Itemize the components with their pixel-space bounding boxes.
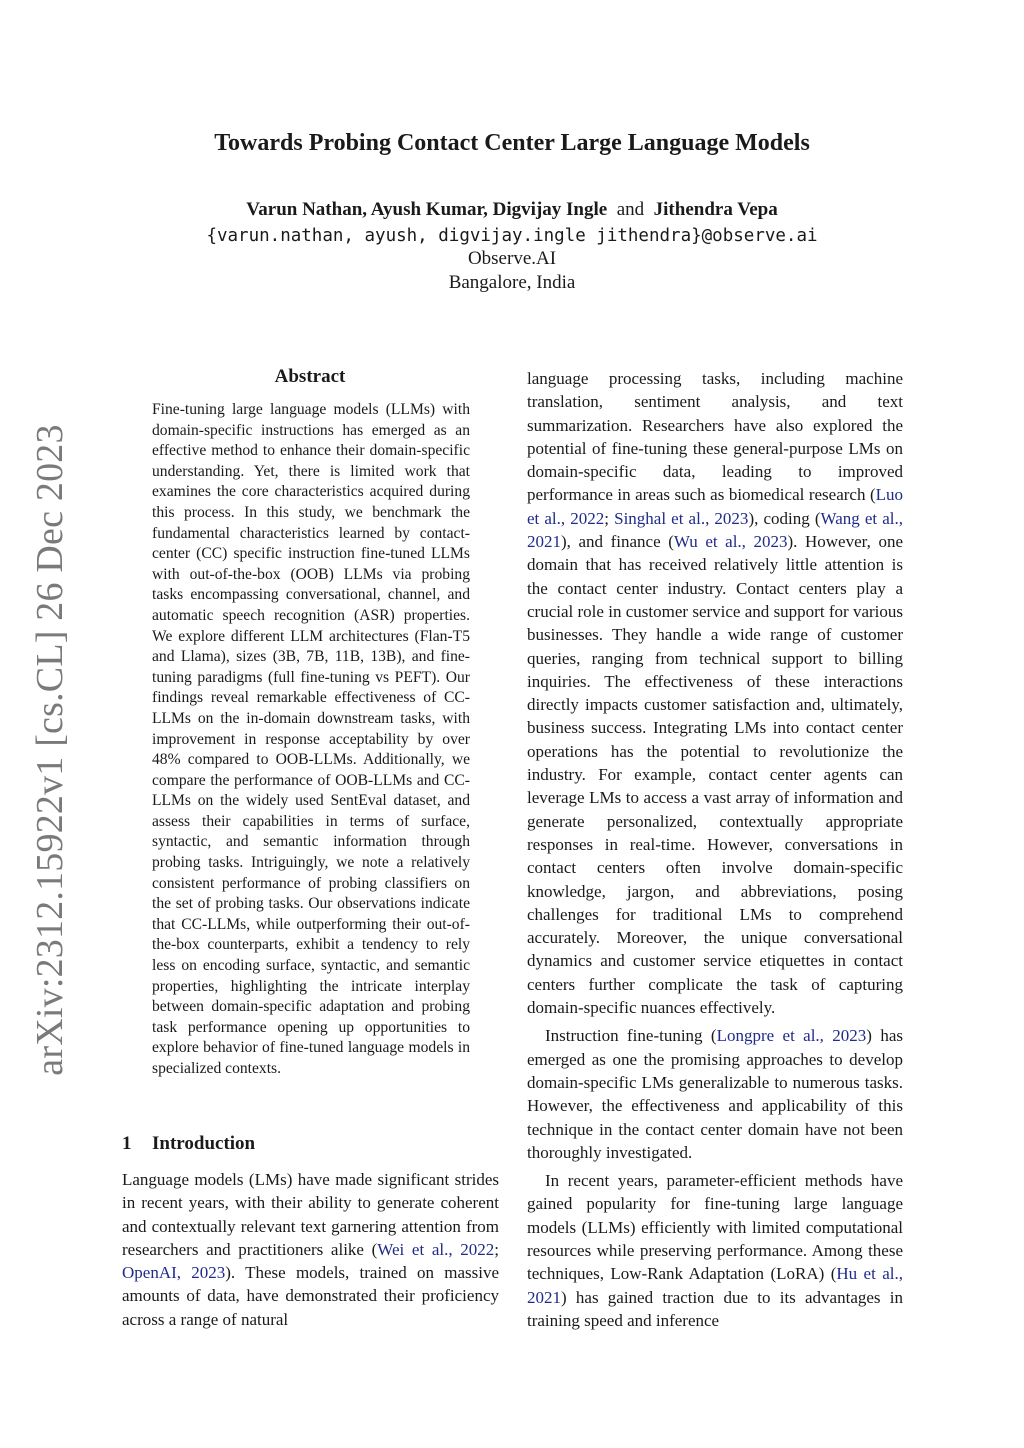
text-run: In recent years, parameter-efficient methods have gained popularity for fine-tuning large language models (LLMs) efficiently with limited computational resources while preserving performance. Among these techniques, Low-Rank Adaptation (LoRA) ( [527,1171,903,1284]
citation-link[interactable]: Wang et al., 2021 [527,508,904,552]
text-run: Language models (LMs) have made significant strides in recent years, with their ability to generate coherent and contextually relevant text garnering attention from researchers and practitioners alike ( [122,1170,499,1259]
abstract-body: Fine-tuning large language models (LLMs) with domain-specific instructions has emerged as an effective method to enhance their domain-specific understanding. Yet, there is limited work that examines the core characteristics acquired during this process. In this study, we benchmark the fundamental characteristics learned by contact-center (CC) specific instruction fine-tuned LLMs with out-of-the-box (OOB) LLMs via probing tasks encompassing conversational, channel, and automatic speech recognition (ASR) properties. We explore different LLM architectures (Flan-T5 and Llama), sizes (3B, 7B, 11B, 13B), and fine-tuning paradigms (full fine-tuning vs PEFT). Our findings reveal remarkable effectiveness of CC-LLMs on the in-domain downstream tasks, with improvement in response acceptability by over 48% compared to OOB-LLMs. Additionally, we compare the performance of OOB-LLMs and CC-LLMs on the widely used SentEval dataset, and assess their capabilities in terms of surface, syntactic, and semantic information through probing tasks. Intriguingly, we note a relatively consistent performance of probing classifiers on the set of probing tasks. Our observations indicate that CC-LLMs, while outperforming their out-of-the-box counterparts, exhibit a tendency to rely less on encoding surface, syntactic, and semantic properties, highlighting the intricate interplay between domain-specific adaptation and probing task performance opening up opportunities to explore behavior of fine-tuned language models in specialized contexts. [152,401,470,1077]
citation-link[interactable]: Wei et al., 2022 [377,1239,495,1259]
text-run: ). However, one domain that has received relatively little attention is the contact center industry. Contact centers play a crucial role in customer service and support for various businesses. They handle a wide range of customer queries, ranging from technical support to billing inquiries. The effectiveness of these interactions directly impacts customer satisfaction and, ultimately, business success. Integrating LMs into contact center operations has the potential to revolutionize the industry. For example, contact center agents can leverage LMs to access a vast array of information and generate personalized, contextually appropriate responses in real-time. However, conversations in contact centers often involve domain-specific knowledge, jargon, and abbreviations, posing challenges for traditional LMs to comprehend accurately. Moreover, the unique conversational dynamics and customer service etiquettes in contact centers further complicate the task of capturing domain-specific nuances effectively. [527,532,903,1018]
right-column [527,367,903,1332]
text-run: ) has gained traction due to its advantages in training speed and inference [527,1287,903,1330]
author-conjunction: and [616,199,645,220]
citation-link[interactable]: OpenAI, 2023 [122,1263,226,1283]
abstract-heading: Abstract [274,366,346,387]
intro-paragraph-1 [122,1168,499,1331]
paper-title: Towards Probing Contact Center Large Language Models [214,130,810,156]
author-last: Jithendra Vepa [653,199,778,220]
intro-paragraph-3 [527,1169,903,1332]
arxiv-identifier-text: arXiv:2312.15922v1 [cs.CL] 26 Dec 2023 [29,424,71,1076]
author-list [0,199,1024,221]
text-run: ), coding ( [748,508,821,528]
text-run: ; [604,508,615,528]
author-emails: {varun.nathan, ayush, digvijay.ingle jithendra}@observe.ai [206,226,818,246]
text-run: ) has emerged as one the promising approaches to develop domain-specific LMs generalizable to numerous tasks. However, the effectiveness and applicability of this technique in the contact center domain have not been thoroughly investigated. [527,1026,903,1162]
citation-link[interactable]: Luo et al., 2022 [527,485,903,528]
section-number: 1 [122,1133,132,1154]
citation-link[interactable]: Hu et al., 2021 [527,1264,903,1307]
affiliation-location: Bangalore, India [448,272,576,293]
arxiv-identifier [20,424,80,1076]
text-run: ). These models, trained on massive amounts of data, have demonstrated their proficiency across a range of natural [122,1263,499,1329]
section-title: Introduction [152,1133,256,1154]
citation-link[interactable]: Singhal et al., 2023 [614,508,749,528]
affiliation-org: Observe.AI [467,248,557,269]
intro-paragraph-1-continued [527,367,903,1019]
text-run: Instruction fine-tuning ( [545,1026,717,1046]
text-run: language processing tasks, including machine translation, sentiment analysis, and text summarization. Researchers have also explored the potential of fine-tuning these general-purpose LMs on domain-specific data, leading to improved performance in areas such as biomedical research ( [527,369,903,505]
section-heading-introduction [122,1133,502,1155]
intro-left-column [122,1168,499,1331]
text-run: ; [494,1239,499,1259]
citation-link[interactable]: Wu et al., 2023 [673,532,788,552]
text-run: ), and finance ( [561,532,674,552]
citation-link[interactable]: Longpre et al., 2023 [716,1026,867,1046]
intro-paragraph-2 [527,1024,903,1164]
author-names: Varun Nathan, Ayush Kumar, Digvijay Ingle [246,199,608,220]
